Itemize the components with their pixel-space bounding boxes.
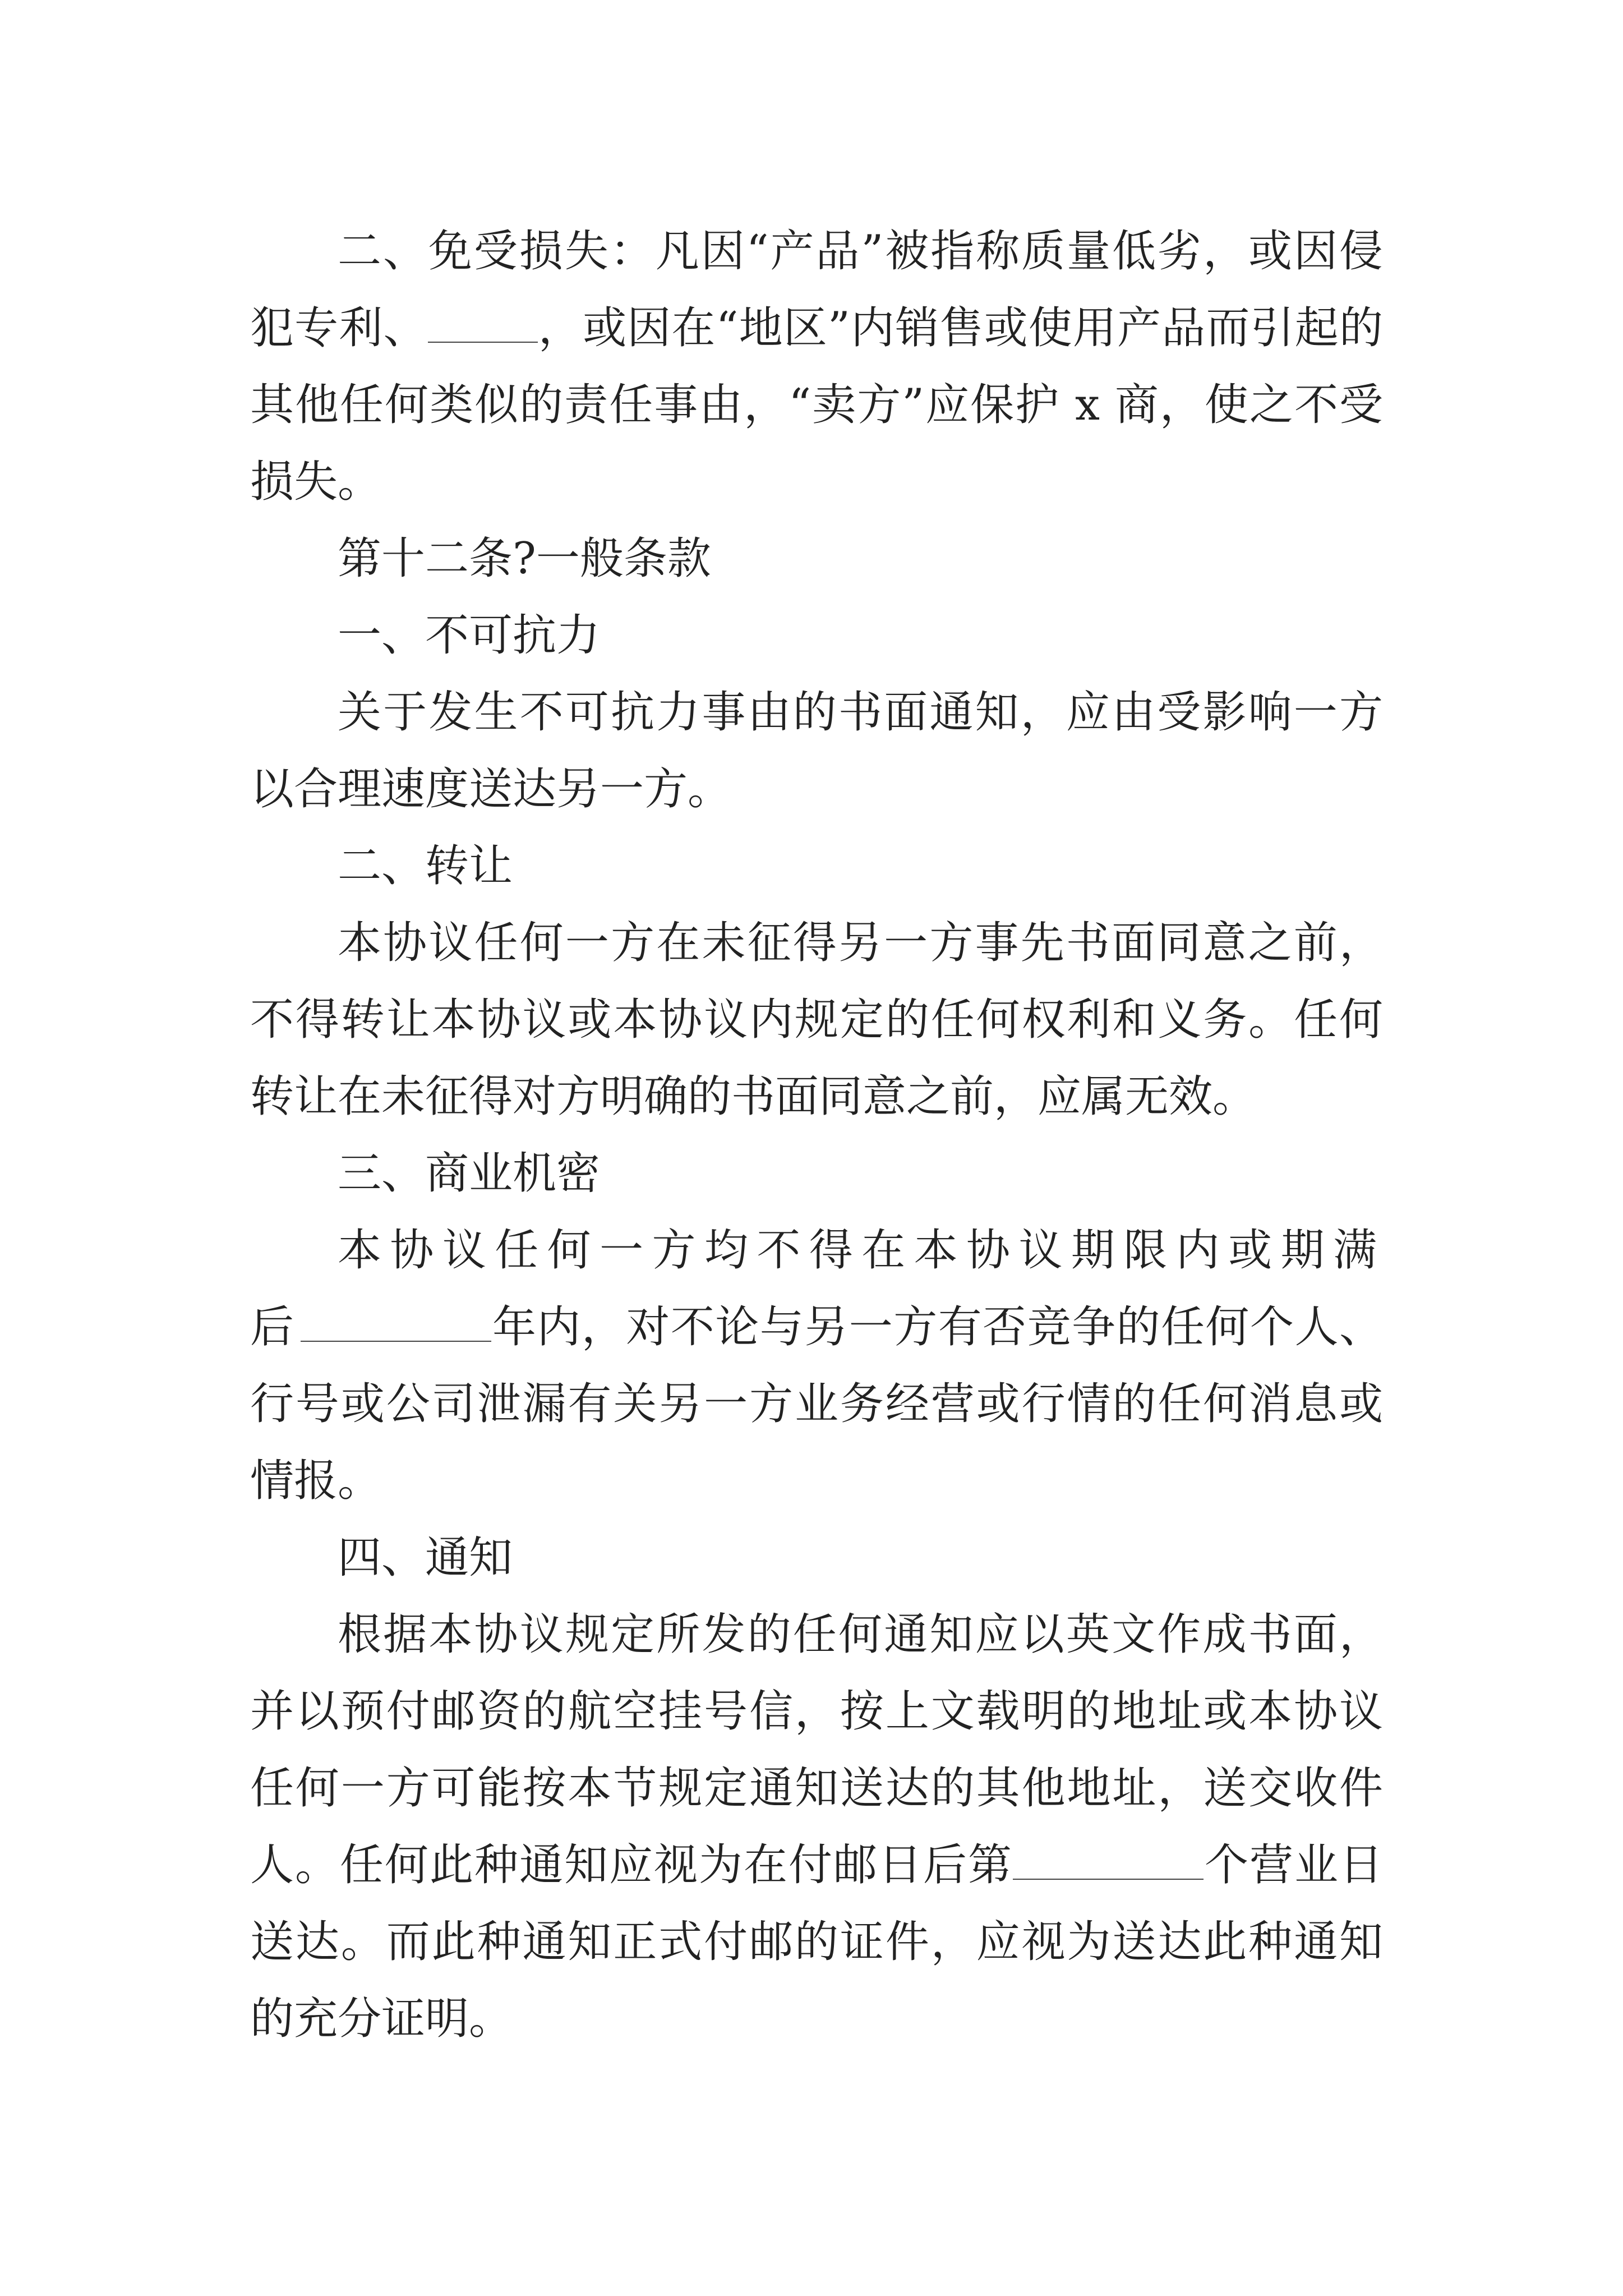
article-heading: 第十二条?一般条款	[338, 533, 711, 584]
paragraph-text: 本协议任何一方均不得在本协议期限内或期满后	[250, 1225, 1383, 1352]
section-heading-confidentiality: 三、商业机密	[338, 1148, 601, 1199]
fill-blank-line	[301, 1304, 491, 1342]
paragraph-text: 二、免受损失：凡因“产品”被指称质量低劣，或因侵犯专利、	[250, 226, 1383, 353]
section-heading-assignment: 二、转让	[338, 841, 513, 891]
section-heading-force-majeure: 一、不可抗力	[338, 610, 601, 661]
paragraph-text: ，或因在“地区”内销售或使用产品而引起的其他任何类似的责任事由，“卖方”应保护 x 商，使之不受损失。	[250, 303, 1383, 507]
fill-blank-line	[428, 305, 538, 343]
paragraph-text: 年内，对不论与另一方有否竞争的任何个人、行号或公司泄漏有关另一方业务经营或行情的任何消息或情报。	[250, 1302, 1383, 1506]
paragraph-assignment: 本协议任何一方在未征得另一方事先书面同意之前，不得转让本协议或本协议内规定的任何权利和义务。任何转让在未征得对方明确的书面同意之前，应属无效。	[250, 918, 1383, 1122]
section-heading-notices: 四、通知	[338, 1533, 513, 1583]
paragraph-indemnity	[250, 213, 1383, 521]
paragraph-confidentiality	[250, 1212, 1383, 1520]
document-body	[250, 213, 1383, 2058]
fill-blank-line	[1013, 1842, 1204, 1880]
paragraph-notices	[250, 1596, 1383, 2058]
paragraph-force-majeure: 关于发生不可抗力事由的书面通知，应由受影响一方以合理速度送达另一方。	[250, 687, 1383, 815]
paragraph-text: 个营业日送达。而此种通知正式付邮的证件，应视为送达此种通知的充分证明。	[250, 1840, 1383, 2044]
paragraph-text: 根据本协议规定所发的任何通知应以英文作成书面，并以预付邮资的航空挂号信，按上文载明的地址或本协议任何一方可能按本节规定通知送达的其他地址，送交收件人。任何此种通知应视为在付邮日后第	[250, 1609, 1383, 1890]
